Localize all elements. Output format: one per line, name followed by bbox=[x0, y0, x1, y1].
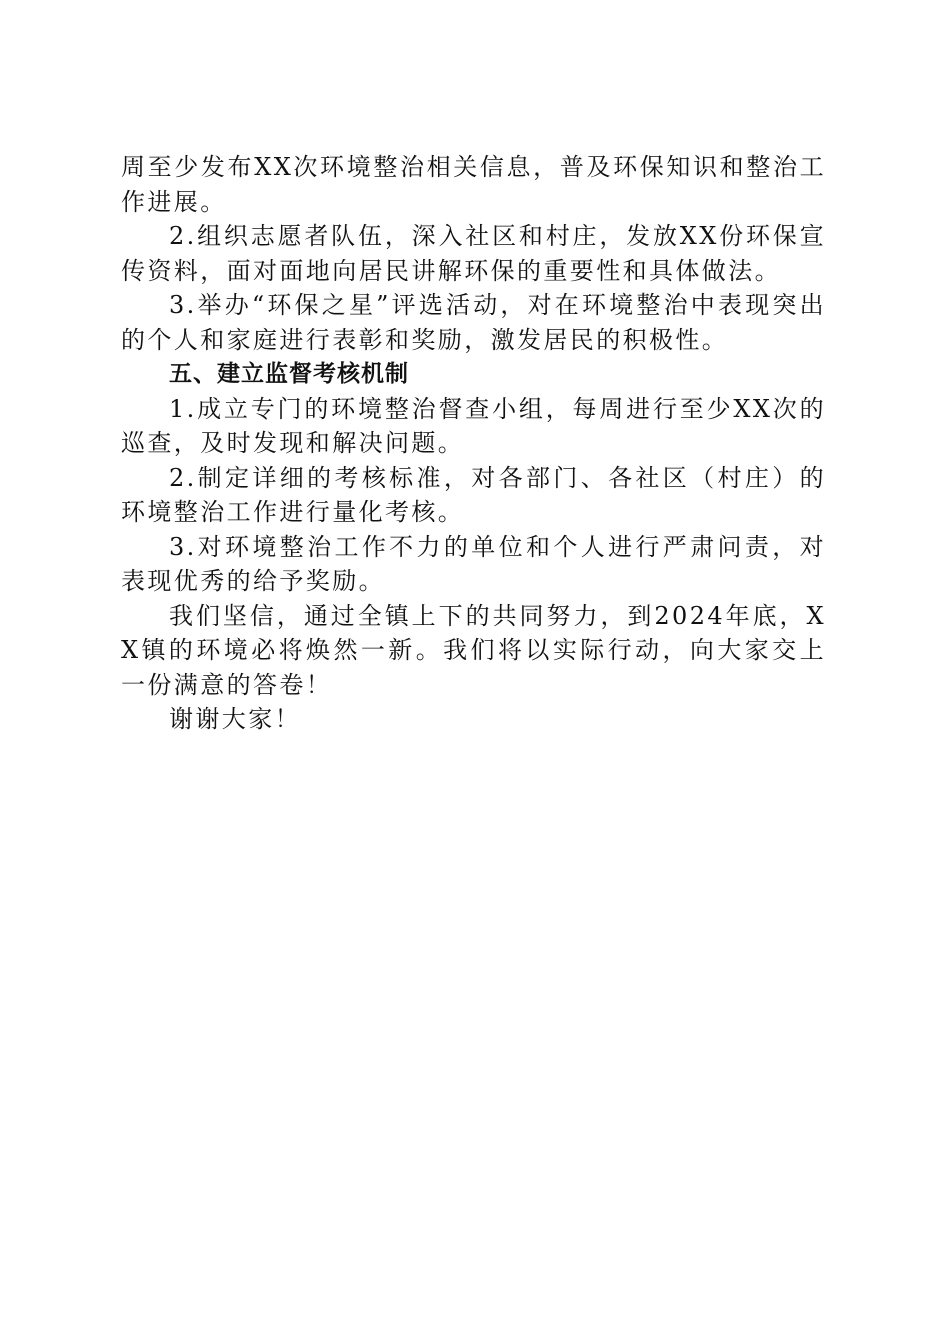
paragraph-continuation: 周至少发布XX次环境整治相关信息，普及环保知识和整治工作进展。 bbox=[121, 153, 826, 216]
section-item-2: 2.制定详细的考核标准，对各部门、各社区（村庄）的环境整治工作进行量化考核。 bbox=[121, 463, 826, 526]
section-heading: 五、建立监督考核机制 bbox=[169, 361, 409, 387]
closing-paragraph: 我们坚信，通过全镇上下的共同努力，到2024年底，XX镇的环境必将焕然一新。我们将以实际行动，向大家交上一份满意的答卷！ bbox=[121, 601, 826, 699]
section-item-3: 3.对环境整治工作不力的单位和个人进行严肃问责，对表现优秀的给予奖励。 bbox=[121, 532, 826, 595]
thanks-line: 谢谢大家！ bbox=[169, 705, 301, 733]
document-body bbox=[121, 150, 826, 737]
paragraph-item-3: 3.举办“环保之星”评选活动，对在环境整治中表现突出的个人和家庭进行表彰和奖励，激发居民的积极性。 bbox=[121, 291, 826, 354]
paragraph-item-2: 2.组织志愿者队伍，深入社区和村庄，发放XX份环保宣传资料，面对面地向居民讲解环保的重要性和具体做法。 bbox=[121, 222, 826, 285]
section-item-1: 1.成立专门的环境整治督查小组，每周进行至少XX次的巡查，及时发现和解决问题。 bbox=[121, 394, 826, 457]
